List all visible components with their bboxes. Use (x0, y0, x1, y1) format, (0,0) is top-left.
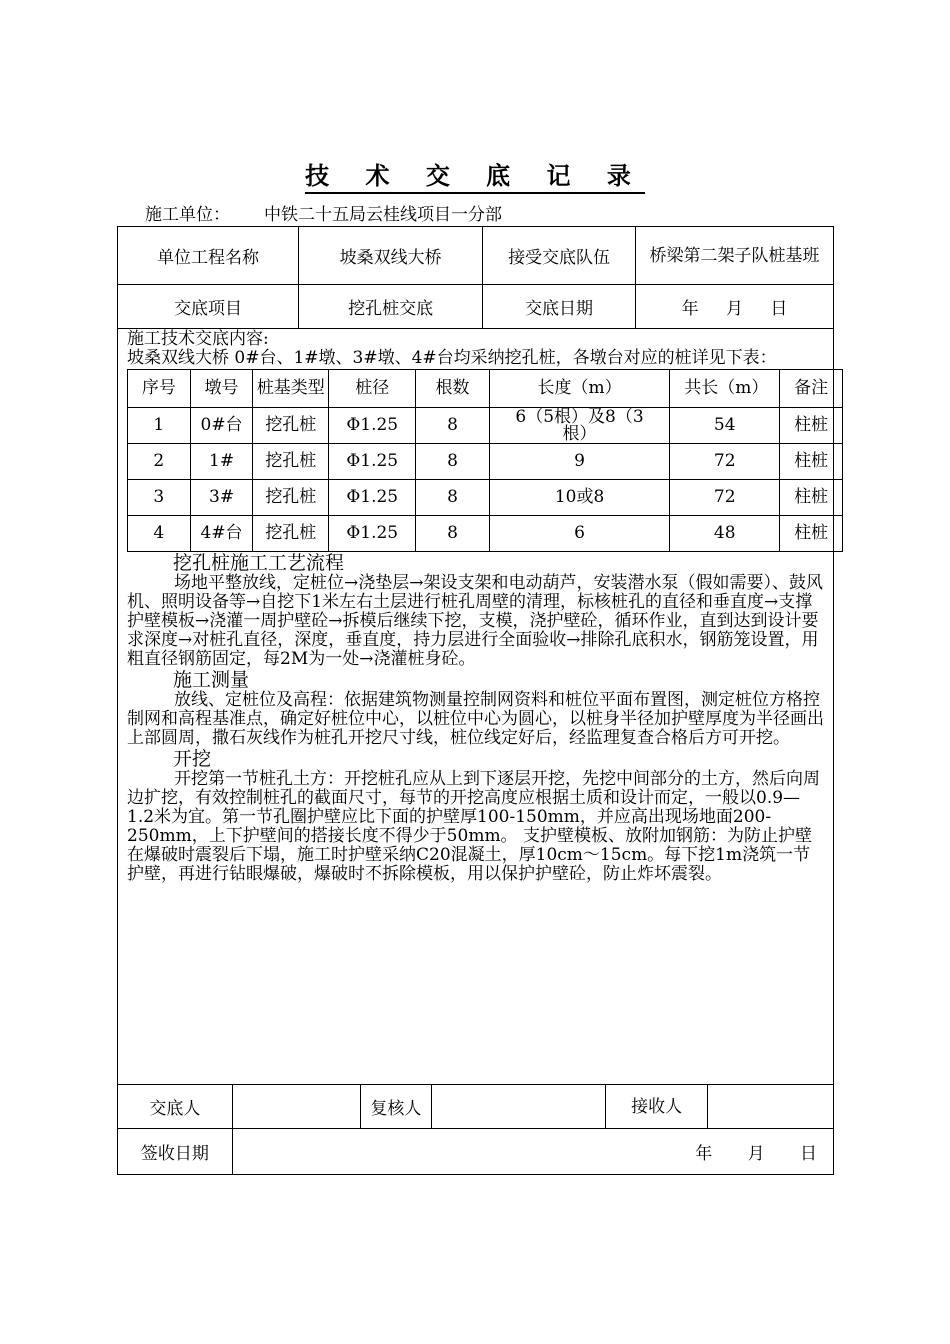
table-cell: 72 (670, 444, 780, 480)
receiving-team-label: 接受交底队伍 (483, 227, 636, 285)
col-header: 共长（m） (670, 370, 780, 408)
col-header: 桩基类型 (253, 370, 329, 408)
section-text-process: 场地平整放线，定桩位→浇垫层→架设支架和电动葫芦，安装潜水泵（假如需要）、鼓风机、照明设备等→自挖下1米左右土层进行桩孔周壁的清理，标核桩孔的直径和垂直度→支撑护壁模板→浇灌一周护壁砼→拆模后继续下挖，支模，浇护壁砼，循环作业，直到达到设计要求深度→对桩孔直径，深度，垂直度，持力层进行全面验收→排除孔底积水，钢筋笼设置，用粗直径钢筋固定，每2M为一处→浇灌桩身砼。 (127, 573, 823, 669)
table-row (128, 408, 843, 444)
item-value: 挖孔桩交底 (299, 285, 483, 329)
unit-project-value: 坡桑双线大桥 (299, 227, 483, 285)
table-cell: 8 (416, 516, 490, 552)
table-cell: 4#台 (190, 516, 253, 552)
header-table (117, 226, 834, 329)
table-cell: Φ1.25 (329, 408, 416, 444)
table-cell: 挖孔桩 (253, 444, 329, 480)
table-cell: Φ1.25 (329, 444, 416, 480)
col-header: 墩号 (190, 370, 253, 408)
table-row (128, 516, 843, 552)
table-cell: 挖孔桩 (253, 480, 329, 516)
table-cell: 8 (416, 480, 490, 516)
unit-project-label: 单位工程名称 (118, 227, 299, 285)
table-row (128, 444, 843, 480)
col-header: 备注 (780, 370, 843, 408)
sign-date-label: 签收日期 (118, 1129, 233, 1175)
presenter-label: 交底人 (118, 1085, 233, 1129)
item-label: 交底项目 (118, 285, 299, 329)
table-cell: 8 (416, 444, 490, 480)
col-header: 桩径 (329, 370, 416, 408)
table-cell: 2 (128, 444, 191, 480)
receiving-team-value: 桥梁第二架子队桩基班 (635, 227, 833, 285)
table-cell: 柱桩 (780, 408, 843, 444)
table-cell: 挖孔桩 (253, 408, 329, 444)
table-cell: 1# (190, 444, 253, 480)
date-value: 年 月 日 (635, 285, 833, 329)
receiver-label: 接收人 (606, 1085, 707, 1129)
section-title-excavation: 开挖 (173, 748, 212, 770)
table-cell: 柱桩 (780, 480, 843, 516)
signature-table (117, 1084, 834, 1175)
pile-table-header (128, 370, 843, 408)
receiver-field[interactable] (707, 1085, 833, 1129)
table-cell: Φ1.25 (329, 480, 416, 516)
section-title-survey: 施工测量 (173, 669, 250, 691)
table-cell: 柱桩 (780, 516, 843, 552)
table-cell: 0#台 (190, 408, 253, 444)
table-cell: Φ1.25 (329, 516, 416, 552)
col-header: 长度（m） (489, 370, 669, 408)
table-cell: 挖孔桩 (253, 516, 329, 552)
document-title (0, 156, 950, 191)
table-cell: 54 (670, 408, 780, 444)
content-intro: 坡桑双线大桥 0#台、1#墩、3#墩、4#台均采纳挖孔桩，各墩台对应的桩详见下表： (127, 348, 777, 368)
construction-unit-value: 中铁二十五局云桂线项目一分部 (264, 205, 502, 225)
table-cell: 3 (128, 480, 191, 516)
col-header: 根数 (416, 370, 490, 408)
table-cell: 3# (190, 480, 253, 516)
reviewer-label: 复核人 (360, 1085, 431, 1129)
table-cell: 1 (128, 408, 191, 444)
col-header: 序号 (128, 370, 191, 408)
table-cell: 8 (416, 408, 490, 444)
content-box (117, 328, 834, 1085)
date-label: 交底日期 (483, 285, 636, 329)
content-area (127, 330, 827, 884)
table-cell: 6（5根）及8（3根） (489, 408, 669, 444)
table-cell: 72 (670, 480, 780, 516)
table-cell: 9 (489, 444, 669, 480)
table-cell: 6 (489, 516, 669, 552)
sign-date-value: 年 月 日 (232, 1129, 833, 1175)
document-title-text: 技 术 交 底 记 录 (305, 161, 645, 194)
table-cell: 柱桩 (780, 444, 843, 480)
table-cell: 48 (670, 516, 780, 552)
section-title-process: 挖孔桩施工工艺流程 (173, 552, 345, 574)
section-text-survey: 放线、定桩位及高程：依据建筑物测量控制网资料和桩位平面布置图，测定桩位方格控制网和高程基准点，确定好桩位中心，以桩位中心为圆心，以桩身半径加护壁厚度为半径画出上部圆周，撒石灰线作为桩孔开挖尺寸线，桩位线定好后，经监理复查合格后方可开挖。 (127, 690, 824, 748)
table-cell: 10或8 (489, 480, 669, 516)
construction-unit-label: 施工单位： (145, 205, 230, 225)
table-cell: 4 (128, 516, 191, 552)
table-row (128, 480, 843, 516)
pile-table (127, 369, 843, 552)
presenter-field[interactable] (232, 1085, 360, 1129)
construction-unit-line (145, 200, 502, 225)
content-label: 施工技术交底内容: (127, 329, 269, 349)
section-text-excavation: 开挖第一节桩孔土方：开挖桩孔应从上到下逐层开挖，先挖中间部分的土方，然后向周边扩挖，有效控制桩孔的截面尺寸，每节的开挖高度应根据土质和设计而定，一般以0.9—1.2米为宜。第一节孔圈护壁应比下面的护壁厚100-150mm，并应高出现场地面200-250mm，上下护壁间的搭接长度不得少于50mm。 支护壁模板、放附加钢筋：为防止护壁在爆破时震裂后下塌，施工时护壁采纳C20混凝土，厚10cm～15cm。每下挖1m浇筑一节护壁，再进行钻眼爆破，爆破时不拆除模板，用以保护护壁砼，防止炸坏震裂。 (127, 769, 820, 884)
reviewer-field[interactable] (431, 1085, 606, 1129)
